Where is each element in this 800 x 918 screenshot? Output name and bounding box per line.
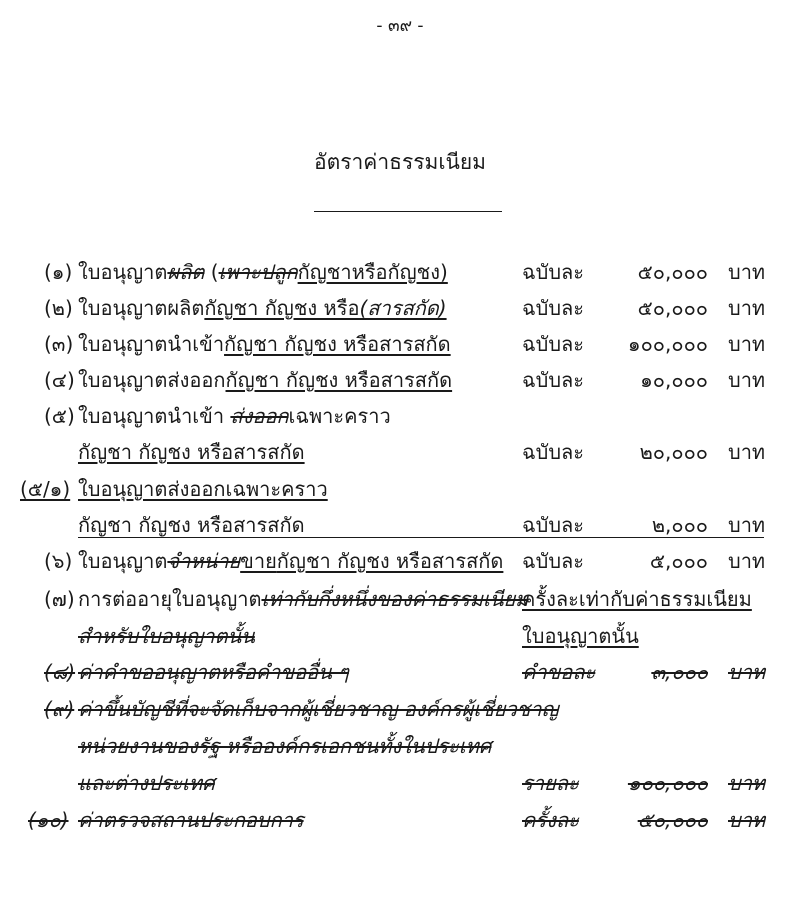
fee-amount: ๑๐๐,๐๐๐ <box>627 332 708 356</box>
row-label: ค่าคำขออนุญาตหรือคำขออื่น ๆ <box>78 660 349 684</box>
fee-amount: ๑๐๐,๐๐๐ <box>627 771 708 795</box>
row-label: ใบอนุญาตนำเข้ากัญชา กัญชง หรือสารสกัด <box>78 332 451 356</box>
row-number: (๕) <box>44 404 75 428</box>
row-label: ใบอนุญาตนำเข้า ส่งออกเฉพาะคราว <box>78 404 391 428</box>
unit-label: ฉบับละ <box>522 368 585 392</box>
currency-label: บาท <box>728 296 766 320</box>
row-label: ใบอนุญาตส่งออกกัญชา กัญชง หรือสารสกัด <box>78 368 453 392</box>
currency-label: บาท <box>728 440 766 464</box>
row-label: การต่ออายุใบอนุญาตเท่ากับกึ่งหนึ่งของค่าธรรมเนียม <box>78 587 529 611</box>
row-label: และต่างประเทศ <box>78 771 215 795</box>
fee-row-4 <box>0 365 800 395</box>
row-label: ค่าขึ้นบัญชีที่จะจัดเก็บจากผู้เชี่ยวชาญ องค์กรผู้เชี่ยวชาญ <box>78 697 559 721</box>
fee-row-5-1 <box>0 474 800 504</box>
fee-amount: ๒๐,๐๐๐ <box>639 440 708 464</box>
row-label: หน่วยงานของรัฐ หรือองค์กรเอกชนทั้งในประเทศ <box>78 734 492 758</box>
currency-label: บาท <box>728 260 766 284</box>
unit-label: ฉบับละ <box>522 296 585 320</box>
title-divider <box>314 211 502 212</box>
row-underline <box>78 537 764 538</box>
row-label: กัญชา กัญชง หรือสารสกัด <box>78 513 305 537</box>
fee-row-5-1-cont <box>0 510 800 540</box>
unit-label: ฉบับละ <box>522 549 585 573</box>
row-label: ใบอนุญาตผลิตกัญชา กัญชง หรือ(สารสกัด) <box>78 296 447 320</box>
row-label: ค่าตรวจสถานประกอบการ <box>78 808 304 832</box>
row-number: (๕/๑) <box>20 477 71 501</box>
fee-row-6 <box>0 546 800 576</box>
row-number: (๑) <box>44 260 73 284</box>
currency-label: บาท <box>728 660 766 684</box>
unit-label: คำขอละ <box>522 660 596 684</box>
row-label: กัญชา กัญชง หรือสารสกัด <box>78 440 305 464</box>
fee-row-7-cont <box>0 621 800 651</box>
row-number: (๘) <box>44 660 76 684</box>
row-number: (๑๐) <box>28 808 69 832</box>
fee-row-7 <box>0 584 800 614</box>
fee-amount: ๕๐,๐๐๐ <box>637 808 708 832</box>
fee-amount: ๑๐,๐๐๐ <box>640 368 708 392</box>
fee-row-5 <box>0 401 800 431</box>
unit-label: ฉบับละ <box>522 513 585 537</box>
unit-label: ใบอนุญาตนั้น <box>522 624 639 648</box>
fee-amount: ๒,๐๐๐ <box>651 513 708 537</box>
fee-row-9 <box>0 694 800 724</box>
row-number: (๓) <box>44 332 74 356</box>
unit-label: ฉบับละ <box>522 440 585 464</box>
fee-row-9-cont <box>0 731 800 761</box>
page-number: - ๓๙ - <box>376 16 424 36</box>
row-number: (๗) <box>44 587 75 611</box>
currency-label: บาท <box>728 513 766 537</box>
row-label: ใบอนุญาตจำหน่ายขายกัญชา กัญชง หรือสารสกัด <box>78 549 504 573</box>
unit-label: ครั้งละ <box>522 808 579 832</box>
fee-row-1 <box>0 257 800 287</box>
unit-label: ฉบับละ <box>522 332 585 356</box>
currency-label: บาท <box>728 808 766 832</box>
currency-label: บาท <box>728 771 766 795</box>
fee-amount: ๓,๐๐๐ <box>651 660 708 684</box>
row-number: (๖) <box>44 549 73 573</box>
unit-label: ครั้งละเท่ากับค่าธรรมเนียม <box>522 587 752 611</box>
currency-label: บาท <box>728 332 766 356</box>
fee-row-5-cont <box>0 437 800 467</box>
fee-amount: ๕,๐๐๐ <box>649 549 708 573</box>
unit-label: รายละ <box>522 771 579 795</box>
currency-label: บาท <box>728 368 766 392</box>
fee-row-3 <box>0 329 800 359</box>
row-label: ใบอนุญาตผลิต (เพาะปลูกกัญชาหรือกัญชง) <box>78 260 448 284</box>
unit-label: ฉบับละ <box>522 260 585 284</box>
fee-amount: ๕๐,๐๐๐ <box>637 296 708 320</box>
row-label: สำหรับใบอนุญาตนั้น <box>78 624 255 648</box>
fee-row-2 <box>0 293 800 323</box>
page-title: อัตราค่าธรรมเนียม <box>313 150 487 174</box>
row-number: (๙) <box>44 697 75 721</box>
fee-row-9-cont-2 <box>0 768 800 798</box>
row-label: ใบอนุญาตส่งออกเฉพาะคราว <box>78 477 328 501</box>
currency-label: บาท <box>728 549 766 573</box>
row-number: (๒) <box>44 296 73 320</box>
fee-row-10 <box>0 805 800 835</box>
fee-row-8 <box>0 657 800 687</box>
row-number: (๔) <box>44 368 75 392</box>
fee-amount: ๕๐,๐๐๐ <box>637 260 708 284</box>
